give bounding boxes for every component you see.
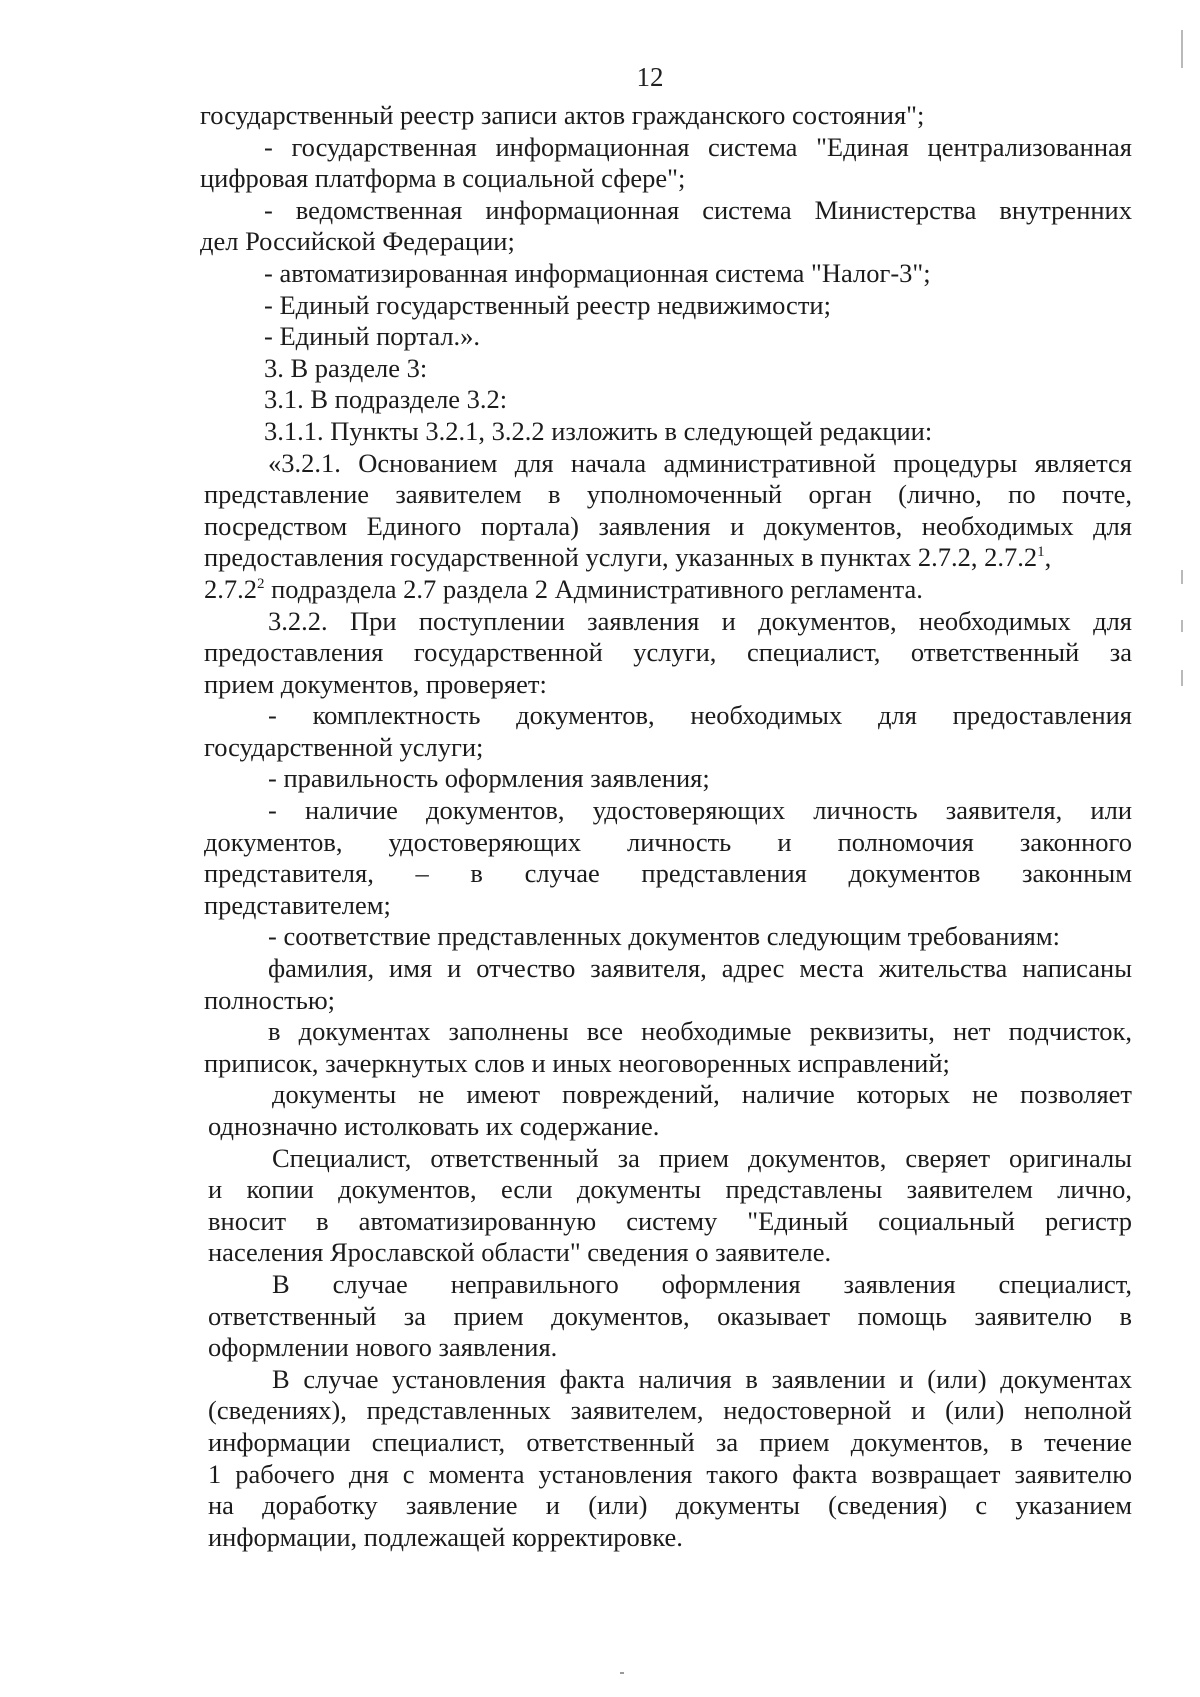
text-line: - соответствие представленных документов следующим требованиям: [268,921,1060,952]
text-line: - комплектность документов, необходимых для предоставления [268,700,1132,731]
text-fragment: 2.7.2 [204,573,257,604]
text-line: - автоматизированная информационная система "Налог-3"; [264,257,931,288]
text-line: (сведениях), представленных заявителем, недостоверной и (или) неполной [208,1395,1132,1426]
text-line: документов, удостоверяющих личность и полномочия законного [204,826,1132,857]
scan-mark [1181,30,1183,68]
text-line: информации специалист, ответственный за прием документов, в течение [208,1426,1132,1457]
text-line: документы не имеют повреждений, наличие которых не позволяет [272,1079,1132,1110]
scan-mark [1181,670,1183,686]
text-line: государственной услуги; [204,731,484,762]
superscript: 1 [1037,544,1045,561]
text-line: Специалист, ответственный за прием документов, сверяет оригиналы [272,1142,1132,1173]
superscript: 2 [257,575,265,592]
text-line: государственный реестр записи актов гражданского состояния"; [200,100,925,130]
text-line: полностью; [204,984,335,1015]
text-line: 3.2.2. При поступлении заявления и документов, необходимых для [268,605,1132,636]
text-line: В случае установления факта наличия в заявлении и (или) документах [272,1363,1132,1394]
text-line: однозначно истолковать их содержание. [208,1111,660,1141]
text-line: - Единый портал.». [264,321,481,352]
scan-speck [620,1672,624,1674]
text-line: предоставления государственной услуги, специалист, ответственный за [204,637,1132,668]
page-number: 12 [636,62,664,92]
text-line: информации, подлежащей корректировке. [208,1521,683,1552]
text-line: «3.2.1. Основанием для начала административной процедуры является [268,447,1132,478]
scan-margin-marks [1181,0,1184,1697]
text-line: вносит в автоматизированную систему "Единый социальный регистр [208,1205,1132,1236]
text-line: представителя, – в случае представления документов законным [204,858,1132,889]
text-line-with-superscript [204,542,1132,574]
scan-mark [1181,620,1183,632]
text-fragment: подраздела 2.7 раздела 2 Административного регламента. [271,573,923,604]
text-line-with-superscript [204,574,1132,606]
text-line: оформлении нового заявления. [208,1332,558,1363]
text-fragment: предоставления государственной услуги, указанных в пунктах 2.7.2, 2.7.2 [204,542,1038,573]
document-body [200,100,1132,1553]
text-line: прием документов, проверяет: [204,668,547,699]
text-line: в документах заполнены все необходимые реквизиты, нет подчисток, [268,1016,1132,1047]
text-line: 3. В разделе 3: [264,352,428,383]
text-line: цифровая платформа в социальной сфере"; [200,163,686,194]
text-line: приписок, зачеркнутых слов и иных неоговоренных исправлений; [204,1047,950,1078]
text-line: ответственный за прием документов, оказывает помощь заявителю в [208,1300,1132,1331]
text-line: - наличие документов, удостоверяющих личность заявителя, или [268,795,1132,826]
text-line: 3.1.1. Пункты 3.2.1, 3.2.2 изложить в следующей редакции: [264,415,933,446]
text-line: - государственная информационная система "Единая централизованная [264,131,1132,162]
text-line: 3.1. В подразделе 3.2: [264,384,508,415]
text-line: 1 рабочего дня с момента установления такого факта возвращает заявителю [208,1458,1132,1489]
text-line: дел Российской Федерации; [200,226,515,257]
text-line: представление заявителем в уполномоченный орган (лично, по почте, [204,479,1132,510]
text-line: посредством Единого портала) заявления и документов, необходимых для [204,510,1132,541]
text-fragment: , [1044,542,1052,573]
text-line: - Единый государственный реестр недвижимости; [264,289,831,320]
text-line: - ведомственная информационная система Министерства внутренних [264,194,1132,225]
text-line: фамилия, имя и отчество заявителя, адрес места жительства написаны [268,953,1132,984]
scan-mark [1181,570,1183,584]
text-line: и копии документов, если документы представлены заявителем лично, [208,1174,1132,1205]
text-line: В случае неправильного оформления заявления специалист, [272,1268,1132,1299]
text-line: - правильность оформления заявления; [268,763,710,794]
text-line: на доработку заявление и (или) документы (сведения) с указанием [208,1490,1132,1521]
text-line: населения Ярославской области" сведения о заявителе. [208,1237,832,1268]
text-line: представителем; [204,889,391,920]
